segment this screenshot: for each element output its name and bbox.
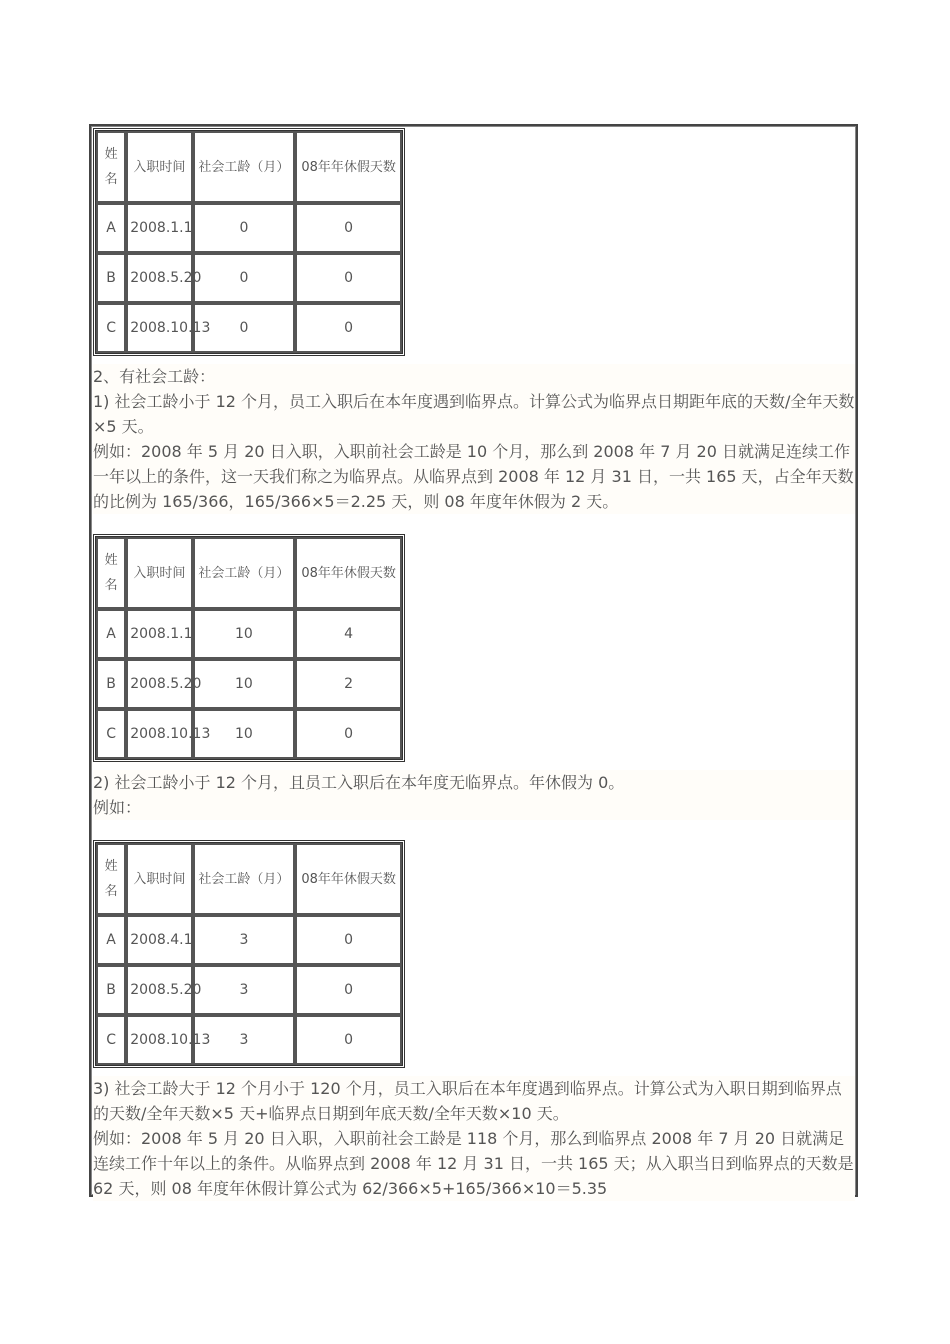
cell-months: 10 <box>193 659 296 709</box>
cell-hire-date: 2008.5.20 <box>126 253 192 303</box>
header-annual-leave-days: 08年年休假天数 <box>295 843 402 915</box>
cell-hire-date: 2008.5.20 <box>126 965 192 1015</box>
table-row <box>96 253 402 303</box>
cell-name: A <box>96 609 126 659</box>
section-2-block-b <box>93 770 855 820</box>
cell-name: B <box>96 253 126 303</box>
table-row <box>96 1015 402 1065</box>
table-row <box>96 203 402 253</box>
cell-hire-date: 2008.10.13 <box>126 1015 192 1065</box>
cell-months: 3 <box>193 1015 296 1065</box>
leave-table-3 <box>93 840 405 1068</box>
cell-months: 10 <box>193 709 296 759</box>
header-social-service-months: 社会工龄（月） <box>193 131 296 203</box>
cell-leave-days: 0 <box>295 915 402 965</box>
cell-leave-days: 0 <box>295 1015 402 1065</box>
cell-name: C <box>96 1015 126 1065</box>
table-row <box>96 915 402 965</box>
table-header-row <box>96 843 402 915</box>
cell-name: A <box>96 915 126 965</box>
header-annual-leave-days: 08年年休假天数 <box>295 131 402 203</box>
cell-leave-days: 0 <box>295 709 402 759</box>
cell-hire-date: 2008.5.20 <box>126 659 192 709</box>
example-2: 例如： <box>93 798 142 817</box>
cell-name: C <box>96 303 126 353</box>
cell-hire-date: 2008.4.1 <box>126 915 192 965</box>
rule-3: 3) 社会工龄大于 12 个月小于 120 个月，员工入职后在本年度遇到临界点。计算公式为入职日期到临界点的天数/全年天数×5 天+临界点日期到年底天数/全年天数×10 天。 <box>93 1079 842 1123</box>
cell-months: 0 <box>193 303 296 353</box>
table-header-row <box>96 131 402 203</box>
table-header-row <box>96 537 402 609</box>
cell-name: A <box>96 203 126 253</box>
rule-2: 2) 社会工龄小于 12 个月，且员工入职后在本年度无临界点。年休假为 0。 <box>93 773 625 792</box>
header-social-service-months: 社会工龄（月） <box>193 537 296 609</box>
header-name: 姓名 <box>96 131 126 203</box>
cell-name: B <box>96 965 126 1015</box>
cell-months: 10 <box>193 609 296 659</box>
table-row <box>96 709 402 759</box>
leave-table-1 <box>93 128 405 356</box>
cell-months: 3 <box>193 915 296 965</box>
cell-leave-days: 0 <box>295 253 402 303</box>
header-annual-leave-days: 08年年休假天数 <box>295 537 402 609</box>
table-row <box>96 609 402 659</box>
header-social-service-months: 社会工龄（月） <box>193 843 296 915</box>
header-hire-date: 入职时间 <box>126 843 192 915</box>
cell-name: C <box>96 709 126 759</box>
cell-name: B <box>96 659 126 709</box>
cell-leave-days: 0 <box>295 303 402 353</box>
rule-1: 1) 社会工龄小于 12 个月，员工入职后在本年度遇到临界点。计算公式为临界点日期距年底的天数/全年天数×5 天。 <box>93 392 855 436</box>
cell-hire-date: 2008.10.13 <box>126 709 192 759</box>
cell-leave-days: 0 <box>295 965 402 1015</box>
table-row <box>96 965 402 1015</box>
table-row <box>96 659 402 709</box>
cell-months: 0 <box>193 253 296 303</box>
cell-months: 3 <box>193 965 296 1015</box>
header-name: 姓名 <box>96 843 126 915</box>
cell-months: 0 <box>193 203 296 253</box>
header-hire-date: 入职时间 <box>126 131 192 203</box>
header-hire-date: 入职时间 <box>126 537 192 609</box>
cell-hire-date: 2008.1.1 <box>126 609 192 659</box>
cell-hire-date: 2008.1.1 <box>126 203 192 253</box>
section-heading: 2、有社会工龄： <box>93 367 216 386</box>
cell-leave-days: 2 <box>295 659 402 709</box>
section-2-block-a <box>93 364 855 514</box>
cell-hire-date: 2008.10.13 <box>126 303 192 353</box>
cell-leave-days: 0 <box>295 203 402 253</box>
table-row <box>96 303 402 353</box>
example-3: 例如：2008 年 5 月 20 日入职，入职前社会工龄是 118 个月，那么到临界点 2008 年 7 月 20 日就满足连续工作十年以上的条件。从临界点到 2008 年 12 月 31 日，一共 165 天；从入职当日到临界点的天数是 62 天，则 08 年度年休假计算公式为 62/366×5+165/366×10＝5.35 <box>93 1129 854 1198</box>
header-name: 姓名 <box>96 537 126 609</box>
cell-leave-days: 4 <box>295 609 402 659</box>
example-1: 例如：2008 年 5 月 20 日入职，入职前社会工龄是 10 个月，那么到 2008 年 7 月 20 日就满足连续工作一年以上的条件，这一天我们称之为临界点。从临界点到 2008 年 12 月 31 日，一共 165 天，占全年天数的比例为 165/366，165/366×5＝2.25 天，则 08 年度年休假为 2 天。 <box>93 442 854 511</box>
leave-table-2 <box>93 534 405 762</box>
section-2-block-c <box>93 1076 855 1201</box>
document-frame <box>89 124 858 1197</box>
